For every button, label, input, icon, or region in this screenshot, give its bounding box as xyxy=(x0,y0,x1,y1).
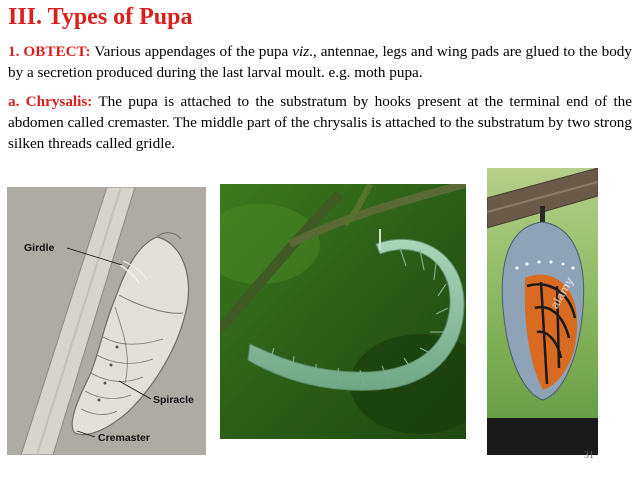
chrysalis-diagram-image xyxy=(7,187,206,455)
obtect-heading: 1. OBTECT: xyxy=(8,43,91,60)
page-number: 31 xyxy=(584,450,594,461)
chrysalis-text: The pupa is attached to the substratum by hooks present at the terminal end of the abdomen called cremaster. The middle part of the chrysalis is attached to the substratum by two strong silken threads called gridle. xyxy=(8,93,632,152)
monarch-chrysalis-photo xyxy=(487,168,598,455)
caterpillar-photo xyxy=(220,184,466,439)
obtect-text-part1: Various appendages of the pupa xyxy=(90,43,293,60)
label-cremaster: Cremaster xyxy=(98,432,150,444)
chrysalis-paragraph xyxy=(8,91,632,154)
slide-title: III. Types of Pupa xyxy=(8,4,193,30)
label-girdle: Girdle xyxy=(24,242,55,254)
obtect-text-part2: ., antennae, legs and wing pads are glued to the body by a secretion produced during the last larval moult. e.g. moth pupa. xyxy=(8,43,632,81)
label-spiracle: Spiracle xyxy=(153,394,194,406)
chrysalis-heading: a. Chrysalis: xyxy=(8,93,93,110)
obtect-viz: viz xyxy=(292,43,310,60)
obtect-paragraph xyxy=(8,41,632,83)
watermark-text: alamy xyxy=(547,274,577,312)
